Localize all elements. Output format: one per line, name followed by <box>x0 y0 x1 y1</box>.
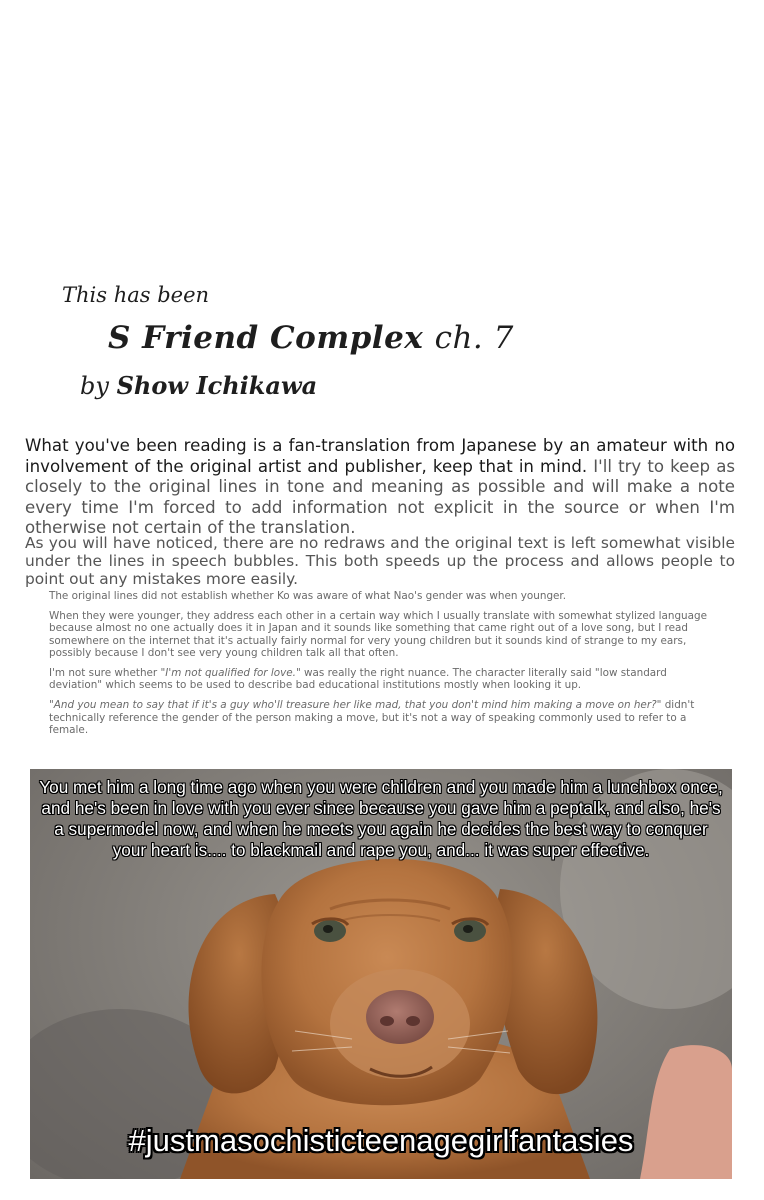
chapter-label: ch. 7 <box>434 320 514 356</box>
credit-intro: This has been <box>62 283 210 307</box>
note-4-pre: " <box>49 699 54 712</box>
disclaimer-strong: What you've been reading is a fan-translation from Japanese by an amateur with no involvement of the original artist and publisher, keep that in mind. <box>25 436 735 476</box>
note-3-quote: I'm not qualified for love. <box>165 667 296 680</box>
note-3 <box>49 667 715 691</box>
puppy-nose <box>366 990 434 1044</box>
author-name: Show Ichikawa <box>116 371 318 400</box>
note-4-post: " didn't technically reference the gender of the person making a move, but it's not a way of speaking commonly used to refer to a female. <box>49 699 695 736</box>
credit-author-line <box>80 371 317 400</box>
note-3-post: " was really the right nuance. The character literally said "low standard deviation" which seems to be used to describe bad educational institutions mostly when looking it up. <box>49 667 667 692</box>
redraw-notice: As you will have noticed, there are no redraws and the original text is left somewhat visible under the lines in speech bubbles. This both speeds up the process and allows people to point out any mistakes more easily. <box>25 534 735 588</box>
series-title <box>108 320 514 356</box>
note-3-pre: I'm not sure whether " <box>49 667 166 680</box>
note-1: The original lines did not establish whether Ko was aware of what Nao's gender was when younger. <box>49 590 567 602</box>
series-name: S Friend Complex <box>108 320 424 356</box>
disclaimer-light: I'll try to keep as closely to the original lines in tone and meaning as possible and will make a note every time I'm forced to add information not explicit in the source or when I'm otherwise not certain of the translation. <box>25 456 736 537</box>
by-label: by <box>80 372 109 400</box>
note-2: When they were younger, they address each other in a certain way which I usually translate with somewhat stylized language because almost no one actually does it in Japan and it sounds like something that came right out of a love song, but I read somewhere on the internet that it's actually fairly normal for very young children but it sounds kind of strange to my ears, possibly because I don't see very young children talk all that often. <box>49 610 707 659</box>
translator-notes <box>49 590 715 744</box>
note-4-quote: And you mean to say that if it's a guy who'll treasure her like mad, that you don't mind him making a move on her? <box>53 699 657 712</box>
meme-caption: You met him a long time ago when you were children and you made him a lunchbox once, and he's been in love with you ever since because you gave him a peptalk, and also, he's a supermodel now, and when he meets you again he decides the best way to conquer your heart is.... to blackmail and rape you, and... it was super effective. <box>39 777 723 860</box>
meme-image <box>30 769 732 1179</box>
meme-hashtag: #justmasochisticteenagegirlfantasies <box>128 1123 634 1158</box>
note-4 <box>49 699 715 736</box>
translation-disclaimer <box>25 436 735 539</box>
